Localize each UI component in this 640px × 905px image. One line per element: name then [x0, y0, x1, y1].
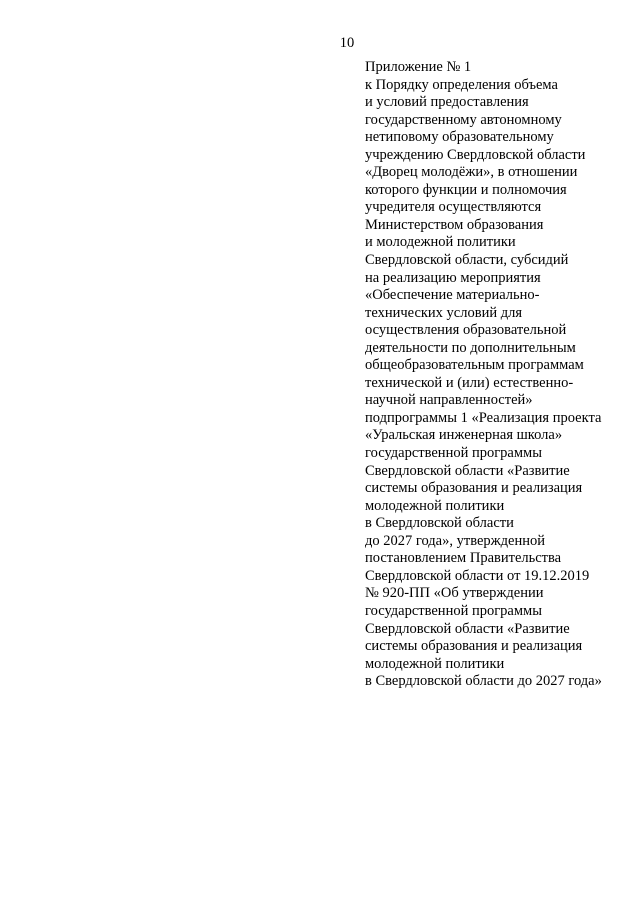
annex-line: подпрограммы 1 «Реализация проекта — [365, 409, 602, 426]
annex-line: молодежной политики — [365, 497, 505, 514]
annex-line: до 2027 года», утвержденной — [365, 532, 546, 549]
annex-line: «Уральская инженерная школа» — [365, 427, 563, 444]
annex-line: технических условий для — [365, 304, 523, 321]
annex-line: общеобразовательным программам — [365, 357, 584, 374]
annex-line: системы образования и реализация — [365, 480, 583, 497]
annex-line: государственному автономному — [365, 111, 562, 128]
annex-line: «Дворец молодёжи», в отношении — [365, 164, 578, 181]
annex-line: «Обеспечение материально- — [365, 287, 540, 304]
annex-line: Свердловской области «Развитие — [365, 620, 570, 637]
annex-line: Свердловской области от 19.12.2019 — [365, 567, 590, 584]
annex-line: в Свердловской области до 2027 года» — [365, 673, 602, 690]
annex-line: которого функции и полномочия — [365, 181, 567, 198]
annex-line: системы образования и реализация — [365, 638, 583, 655]
annex-line: молодежной политики — [365, 655, 505, 672]
annex-line: на реализацию мероприятия — [365, 269, 541, 286]
annex-line: государственной программы — [365, 602, 542, 619]
annex-line: № 920-ПП «Об утверждении — [365, 585, 544, 602]
annex-line: деятельности по дополнительным — [365, 339, 576, 356]
annex-header-block — [365, 59, 635, 691]
annex-line: и молодежной политики — [365, 234, 516, 251]
annex-line: учреждению Свердловской области — [365, 146, 586, 163]
annex-line: учредителя осуществляются — [365, 199, 542, 216]
annex-line: научной направленностей» — [365, 392, 533, 409]
annex-line: государственной программы — [365, 445, 542, 462]
annex-line: к Порядку определения объема — [365, 76, 558, 93]
annex-line: Приложение № 1 — [365, 59, 472, 75]
annex-line: Свердловской области, субсидий — [365, 252, 569, 269]
annex-line: и условий предоставления — [365, 94, 529, 111]
page-number: 10 — [339, 35, 355, 51]
annex-line: в Свердловской области — [365, 515, 514, 532]
annex-line: Министерством образования — [365, 216, 544, 233]
annex-line: технической и (или) естественно- — [365, 374, 574, 391]
annex-line: нетиповому образовательному — [365, 129, 554, 146]
annex-line: Свердловской области «Развитие — [365, 462, 570, 479]
annex-line: осуществления образовательной — [365, 322, 567, 339]
annex-line: постановлением Правительства — [365, 550, 562, 567]
